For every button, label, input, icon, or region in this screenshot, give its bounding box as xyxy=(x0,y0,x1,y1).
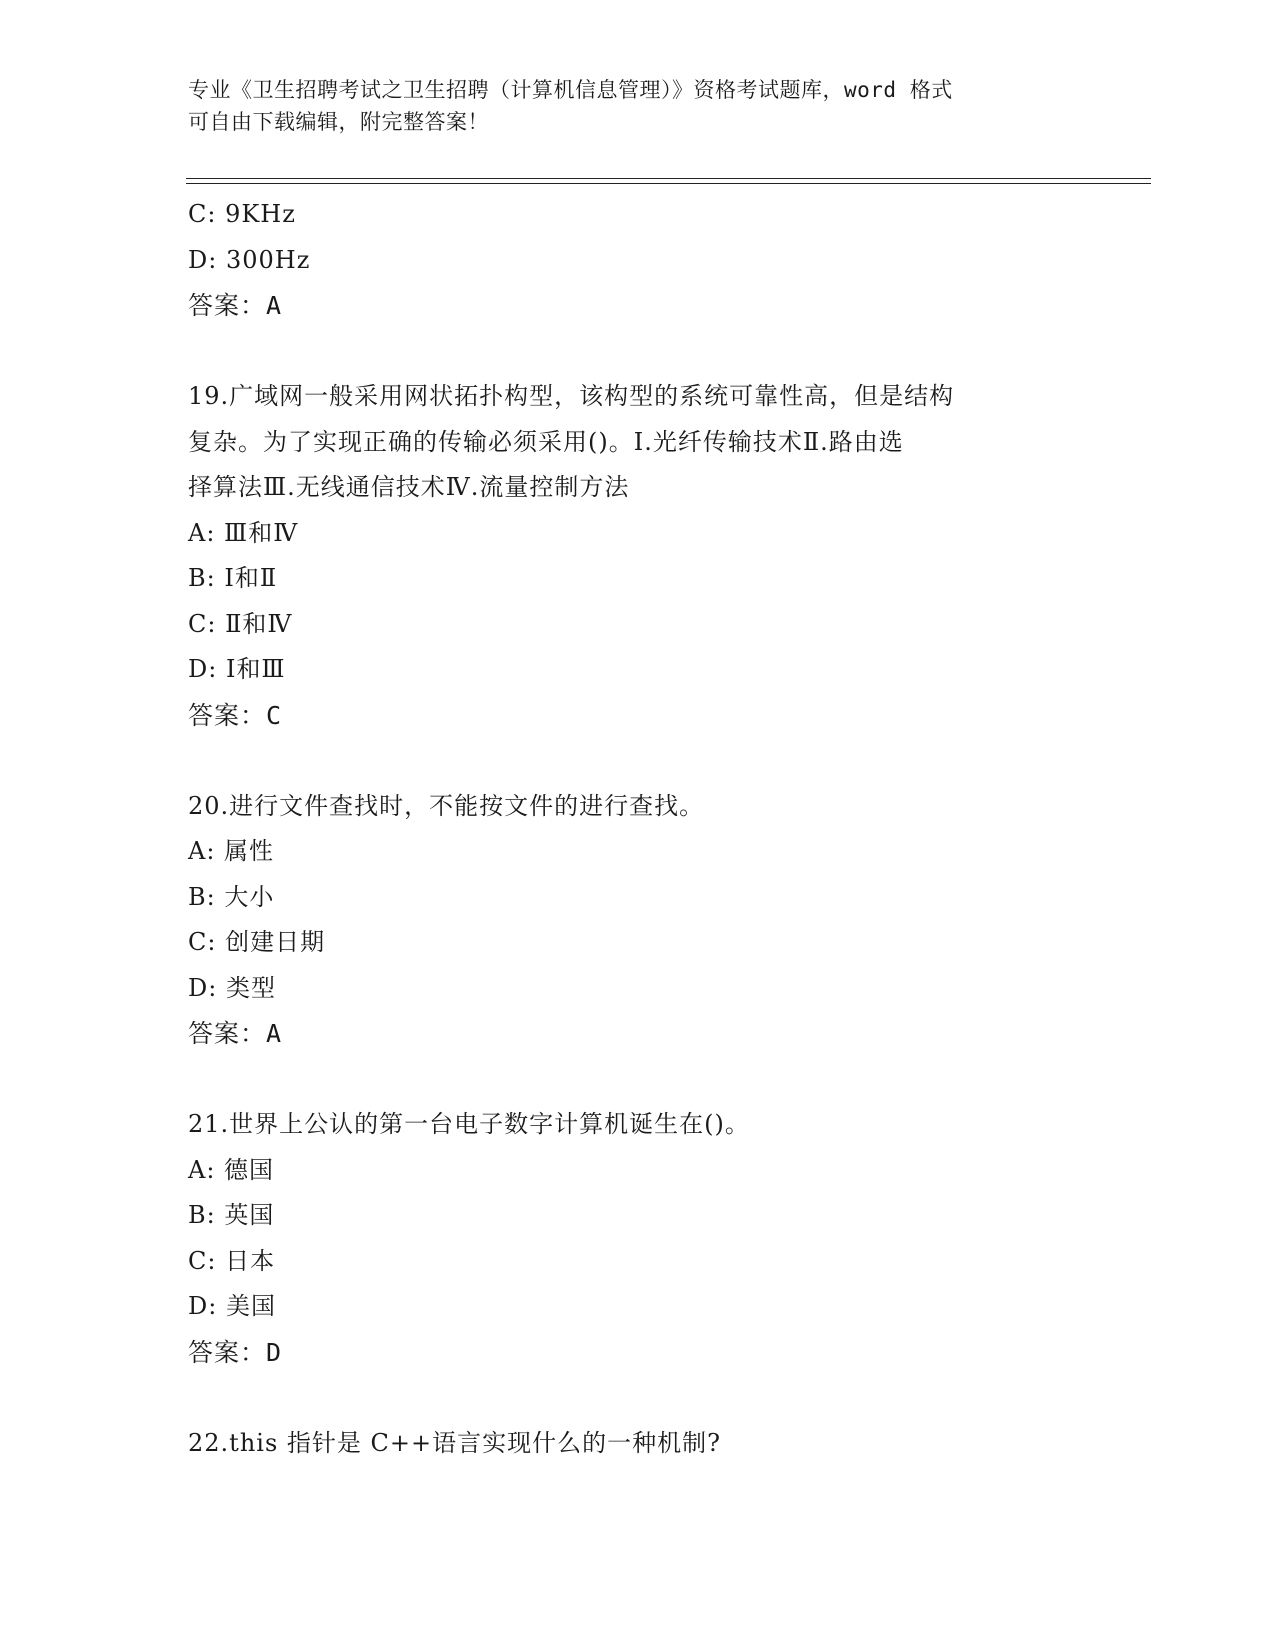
answer-line: 答案：A xyxy=(188,1019,283,1048)
header-line-1: 专业《卫生招聘考试之卫生招聘（计算机信息管理）》资格考试题库，word 格式 xyxy=(188,78,953,102)
answer-line: 答案：C xyxy=(188,700,283,730)
question-text-line: 择算法Ⅲ.无线通信技术Ⅳ.流量控制方法 xyxy=(188,473,630,501)
option-c: C: 日本 xyxy=(188,1246,276,1275)
option-a: A: 德国 xyxy=(188,1155,275,1184)
question-text-line: 22.this 指针是 C++语言实现什么的一种机制? xyxy=(188,1428,721,1457)
header-divider-bottom xyxy=(186,183,1151,184)
question-21 xyxy=(188,1102,1088,1375)
option-a: A: 属性 xyxy=(188,837,275,865)
question-22 xyxy=(188,1421,1088,1467)
option-c: C: 创建日期 xyxy=(188,928,326,956)
answer-line: 答案：A xyxy=(188,291,283,320)
option-c: C: Ⅱ和Ⅳ xyxy=(188,609,293,638)
question-19 xyxy=(188,374,1088,738)
question-20 xyxy=(188,784,1088,1057)
option-b: B: Ⅰ和Ⅱ xyxy=(188,564,278,592)
option-b: B: 英国 xyxy=(188,1201,275,1229)
option-d: D: 类型 xyxy=(188,973,276,1002)
question-text-line: 20.进行文件查找时，不能按文件的进行查找。 xyxy=(188,791,705,820)
option-c: C: 9KHz xyxy=(188,200,296,228)
option-d: D: Ⅰ和Ⅲ xyxy=(188,655,286,683)
question-list xyxy=(188,192,1088,1466)
question-text-line: 19.广域网一般采用网状拓扑构型，该构型的系统可靠性高，但是结构 xyxy=(188,382,955,410)
answer-line: 答案：D xyxy=(188,1337,283,1367)
header-line-2: 可自由下载编辑，附完整答案！ xyxy=(188,110,489,134)
question-text-line: 21.世界上公认的第一台电子数字计算机诞生在()。 xyxy=(188,1110,750,1138)
question-text-line: 复杂。为了实现正确的传输必须采用()。Ⅰ.光纤传输技术Ⅱ.路由选 xyxy=(188,427,904,456)
header-divider-top xyxy=(186,178,1151,179)
option-a: A: Ⅲ和Ⅳ xyxy=(188,518,299,547)
document-header xyxy=(188,74,1068,138)
option-d: D: 美国 xyxy=(188,1292,276,1320)
option-d: D: 300Hz xyxy=(188,245,311,274)
question-18-tail xyxy=(188,192,1088,329)
option-b: B: 大小 xyxy=(188,882,275,911)
